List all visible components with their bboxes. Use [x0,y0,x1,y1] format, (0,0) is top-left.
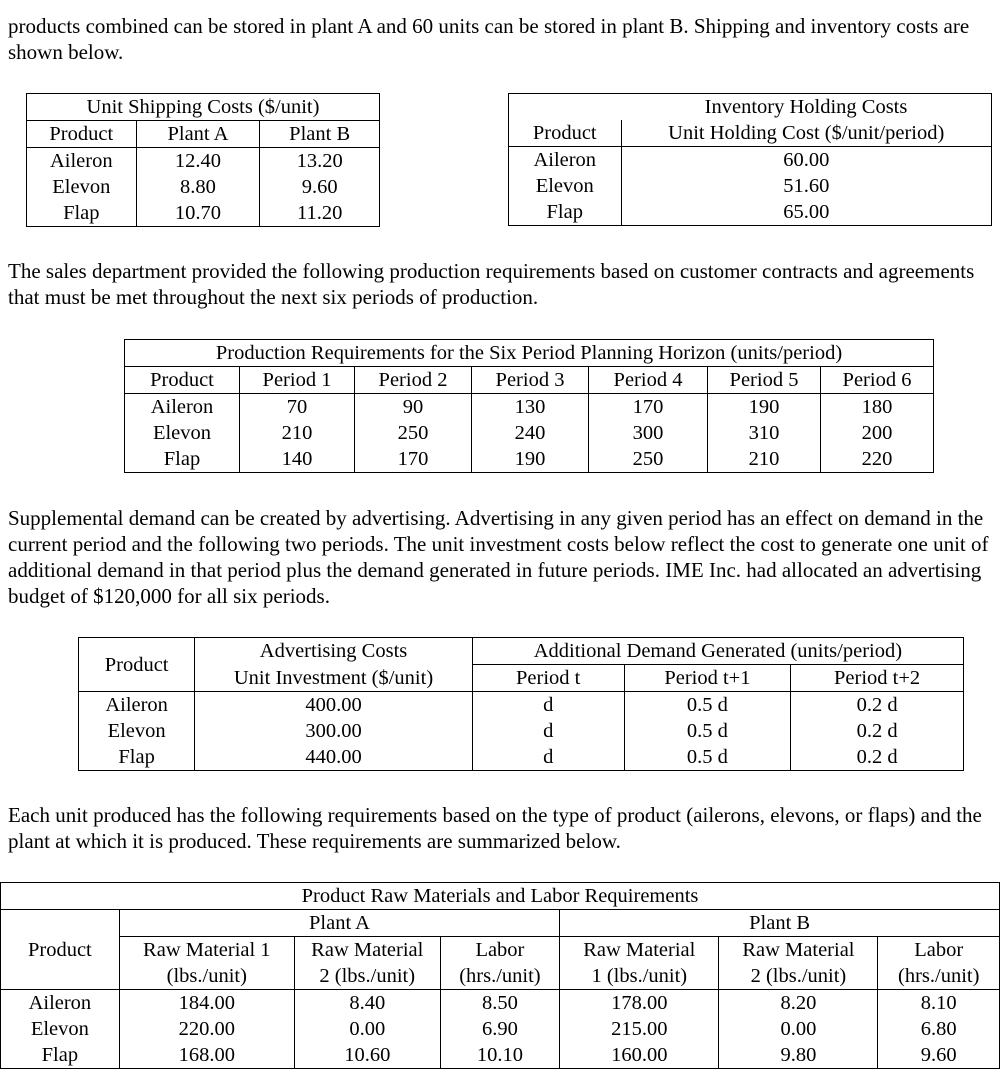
table-cell: 140 [240,446,355,473]
table-cell: Aileron [79,692,195,719]
table-cell: 11.20 [260,200,380,227]
inventory-costs-table [508,93,992,226]
advertising-cost-title: Advertising Costs [195,638,473,665]
materials-header-a-rm1: Raw Material 1 (lbs./unit) [119,937,294,990]
table-cell: 0.5 d [624,744,791,771]
table-cell: 310 [708,420,821,446]
table-cell: 220.00 [119,1016,294,1042]
table-cell: 215.00 [560,1016,719,1042]
table-cell: 90 [355,394,472,421]
table-cell: 65.00 [621,199,992,226]
table-cell: 250 [589,446,708,473]
table-cell: 200 [821,420,934,446]
table-row [125,394,934,421]
table-cell: Elevon [125,420,240,446]
table-cell: 170 [589,394,708,421]
table-row [125,420,934,446]
table-cell: 0.2 d [791,692,964,719]
advertising-header-product: Product [79,638,195,692]
table-cell: 0.2 d [791,718,964,744]
table-row [79,744,964,771]
table-cell: Aileron [27,148,137,175]
table-cell: 10.70 [136,200,260,227]
intro-paragraph: products combined can be stored in plant A and 60 units can be stored in plant B. Shipping and inventory costs are shown below. [8,14,970,64]
table-cell: 9.80 [719,1042,878,1069]
materials-plant-a: Plant A [119,910,559,937]
production-header-product: Product [125,367,240,394]
unit-requirements-paragraph: Each unit produced has the following requirements based on the type of product (ailerons, elevons, or flaps) and the plant at which it is produced. These requirements are summarized below. [8,803,982,853]
table-cell: d [472,718,624,744]
production-title: Production Requirements for the Six Period Planning Horizon (units/period) [125,340,934,367]
table-cell: Flap [79,744,195,771]
table-cell: 8.50 [440,990,560,1017]
table-cell: Flap [27,200,137,227]
materials-header-a-rm2: Raw Material 2 (lbs./unit) [294,937,440,990]
table-cell: 0.5 d [624,692,791,719]
shipping-title: Unit Shipping Costs ($/unit) [27,94,380,121]
table-cell: 9.60 [260,174,380,200]
table-cell: Elevon [1,1016,120,1042]
shipping-costs-table [26,93,380,227]
production-header-period-4: Period 4 [589,367,708,394]
shipping-header-product: Product [27,121,137,148]
materials-header-product: Product [1,910,120,990]
table-row [79,692,964,719]
table-cell: 300 [589,420,708,446]
table-row [79,718,964,744]
production-requirements-table [124,339,934,473]
materials-header-b-rm1: Raw Material 1 (lbs./unit) [560,937,719,990]
materials-header-a-labor: Labor (hrs./unit) [440,937,560,990]
production-header-period-6: Period 6 [821,367,934,394]
materials-header-b-rm2: Raw Material 2 (lbs./unit) [719,937,878,990]
table-cell: Elevon [79,718,195,744]
table-cell: 180 [821,394,934,421]
table-cell: 210 [708,446,821,473]
table-cell: 240 [472,420,589,446]
table-row [509,199,992,226]
production-header-period-3: Period 3 [472,367,589,394]
materials-title: Product Raw Materials and Labor Requirements [1,883,1000,910]
table-cell: 400.00 [195,692,473,719]
table-cell: 160.00 [560,1042,719,1069]
production-header-period-1: Period 1 [240,367,355,394]
advertising-cost-header: Unit Investment ($/unit) [233,666,434,689]
table-row [27,200,380,227]
table-cell: Flap [1,1042,120,1069]
advertising-header-period-t: Period t [472,665,624,692]
table-cell: 12.40 [136,148,260,175]
table-cell: 51.60 [621,173,992,199]
table-cell: 8.80 [136,174,260,200]
table-cell: 300.00 [305,720,362,742]
table-cell: 0.5 d [624,718,791,744]
inventory-header-cost: Unit Holding Cost ($/unit/period) [621,120,992,147]
advertising-header-period-t1: Period t+1 [624,665,791,692]
table-cell: 8.20 [719,990,878,1017]
table-row [1,1042,1000,1069]
materials-labor-table [0,882,1000,1069]
advertising-table [78,637,964,771]
table-row [1,1016,1000,1042]
table-cell: 9.60 [878,1042,1000,1069]
shipping-header-plant-a: Plant A [136,121,260,148]
advertising-header-period-t2: Period t+2 [791,665,964,692]
materials-plant-b: Plant B [560,910,1000,937]
table-cell: Flap [509,199,622,226]
table-cell: 178.00 [560,990,719,1017]
table-cell: 210 [240,420,355,446]
advertising-paragraph: Supplemental demand can be created by advertising. Advertising in any given period has an effect on demand in the current period and the following two periods. The unit investment costs below reflect the cost to generate one unit of additional demand in that period plus the demand generated in future periods. IME Inc. had allocated an advertising budget of $120,000 for all six periods. [8,506,989,608]
table-cell: d [472,692,624,719]
production-header-period-5: Period 5 [708,367,821,394]
table-cell: Elevon [509,173,622,199]
table-cell: 0.00 [719,1016,878,1042]
table-cell: 60.00 [621,147,992,174]
table-row [509,147,992,174]
table-cell: 440.00 [195,744,473,771]
table-cell: 190 [472,446,589,473]
table-cell: d [472,744,624,771]
table-cell: Flap [125,446,240,473]
shipping-header-plant-b: Plant B [260,121,380,148]
table-cell: 6.80 [878,1016,1000,1042]
table-cell: 130 [472,394,589,421]
table-row [27,148,380,175]
table-cell: 250 [355,420,472,446]
table-cell: 0.2 d [791,744,964,771]
table-cell: Elevon [27,174,137,200]
table-cell: 184.00 [119,990,294,1017]
sales-paragraph: The sales department provided the following production requirements based on customer contracts and agreements that must be met throughout the next six periods of production. [8,259,975,309]
production-header-period-2: Period 2 [355,367,472,394]
table-cell: 220 [821,446,934,473]
table-row [27,174,380,200]
table-cell: 6.90 [440,1016,560,1042]
table-cell: 190 [708,394,821,421]
table-cell: 170 [355,446,472,473]
table-cell: 168.00 [119,1042,294,1069]
advertising-demand-title: Additional Demand Generated (units/period) [472,638,963,665]
table-cell: Aileron [125,394,240,421]
table-row [509,173,992,199]
table-cell: 8.10 [878,990,1000,1017]
table-cell: Aileron [1,990,120,1017]
table-cell: 10.60 [294,1042,440,1069]
table-cell: 10.10 [440,1042,560,1069]
table-cell: 70 [240,394,355,421]
inventory-header-product: Product [509,120,622,147]
table-cell: 0.00 [294,1016,440,1042]
table-row [125,446,934,473]
materials-header-b-labor: Labor (hrs./unit) [878,937,1000,990]
inventory-title: Inventory Holding Costs [621,94,992,121]
table-cell: 8.40 [294,990,440,1017]
table-row [1,990,1000,1017]
table-cell: 13.20 [260,148,380,175]
table-cell: Aileron [509,147,622,174]
